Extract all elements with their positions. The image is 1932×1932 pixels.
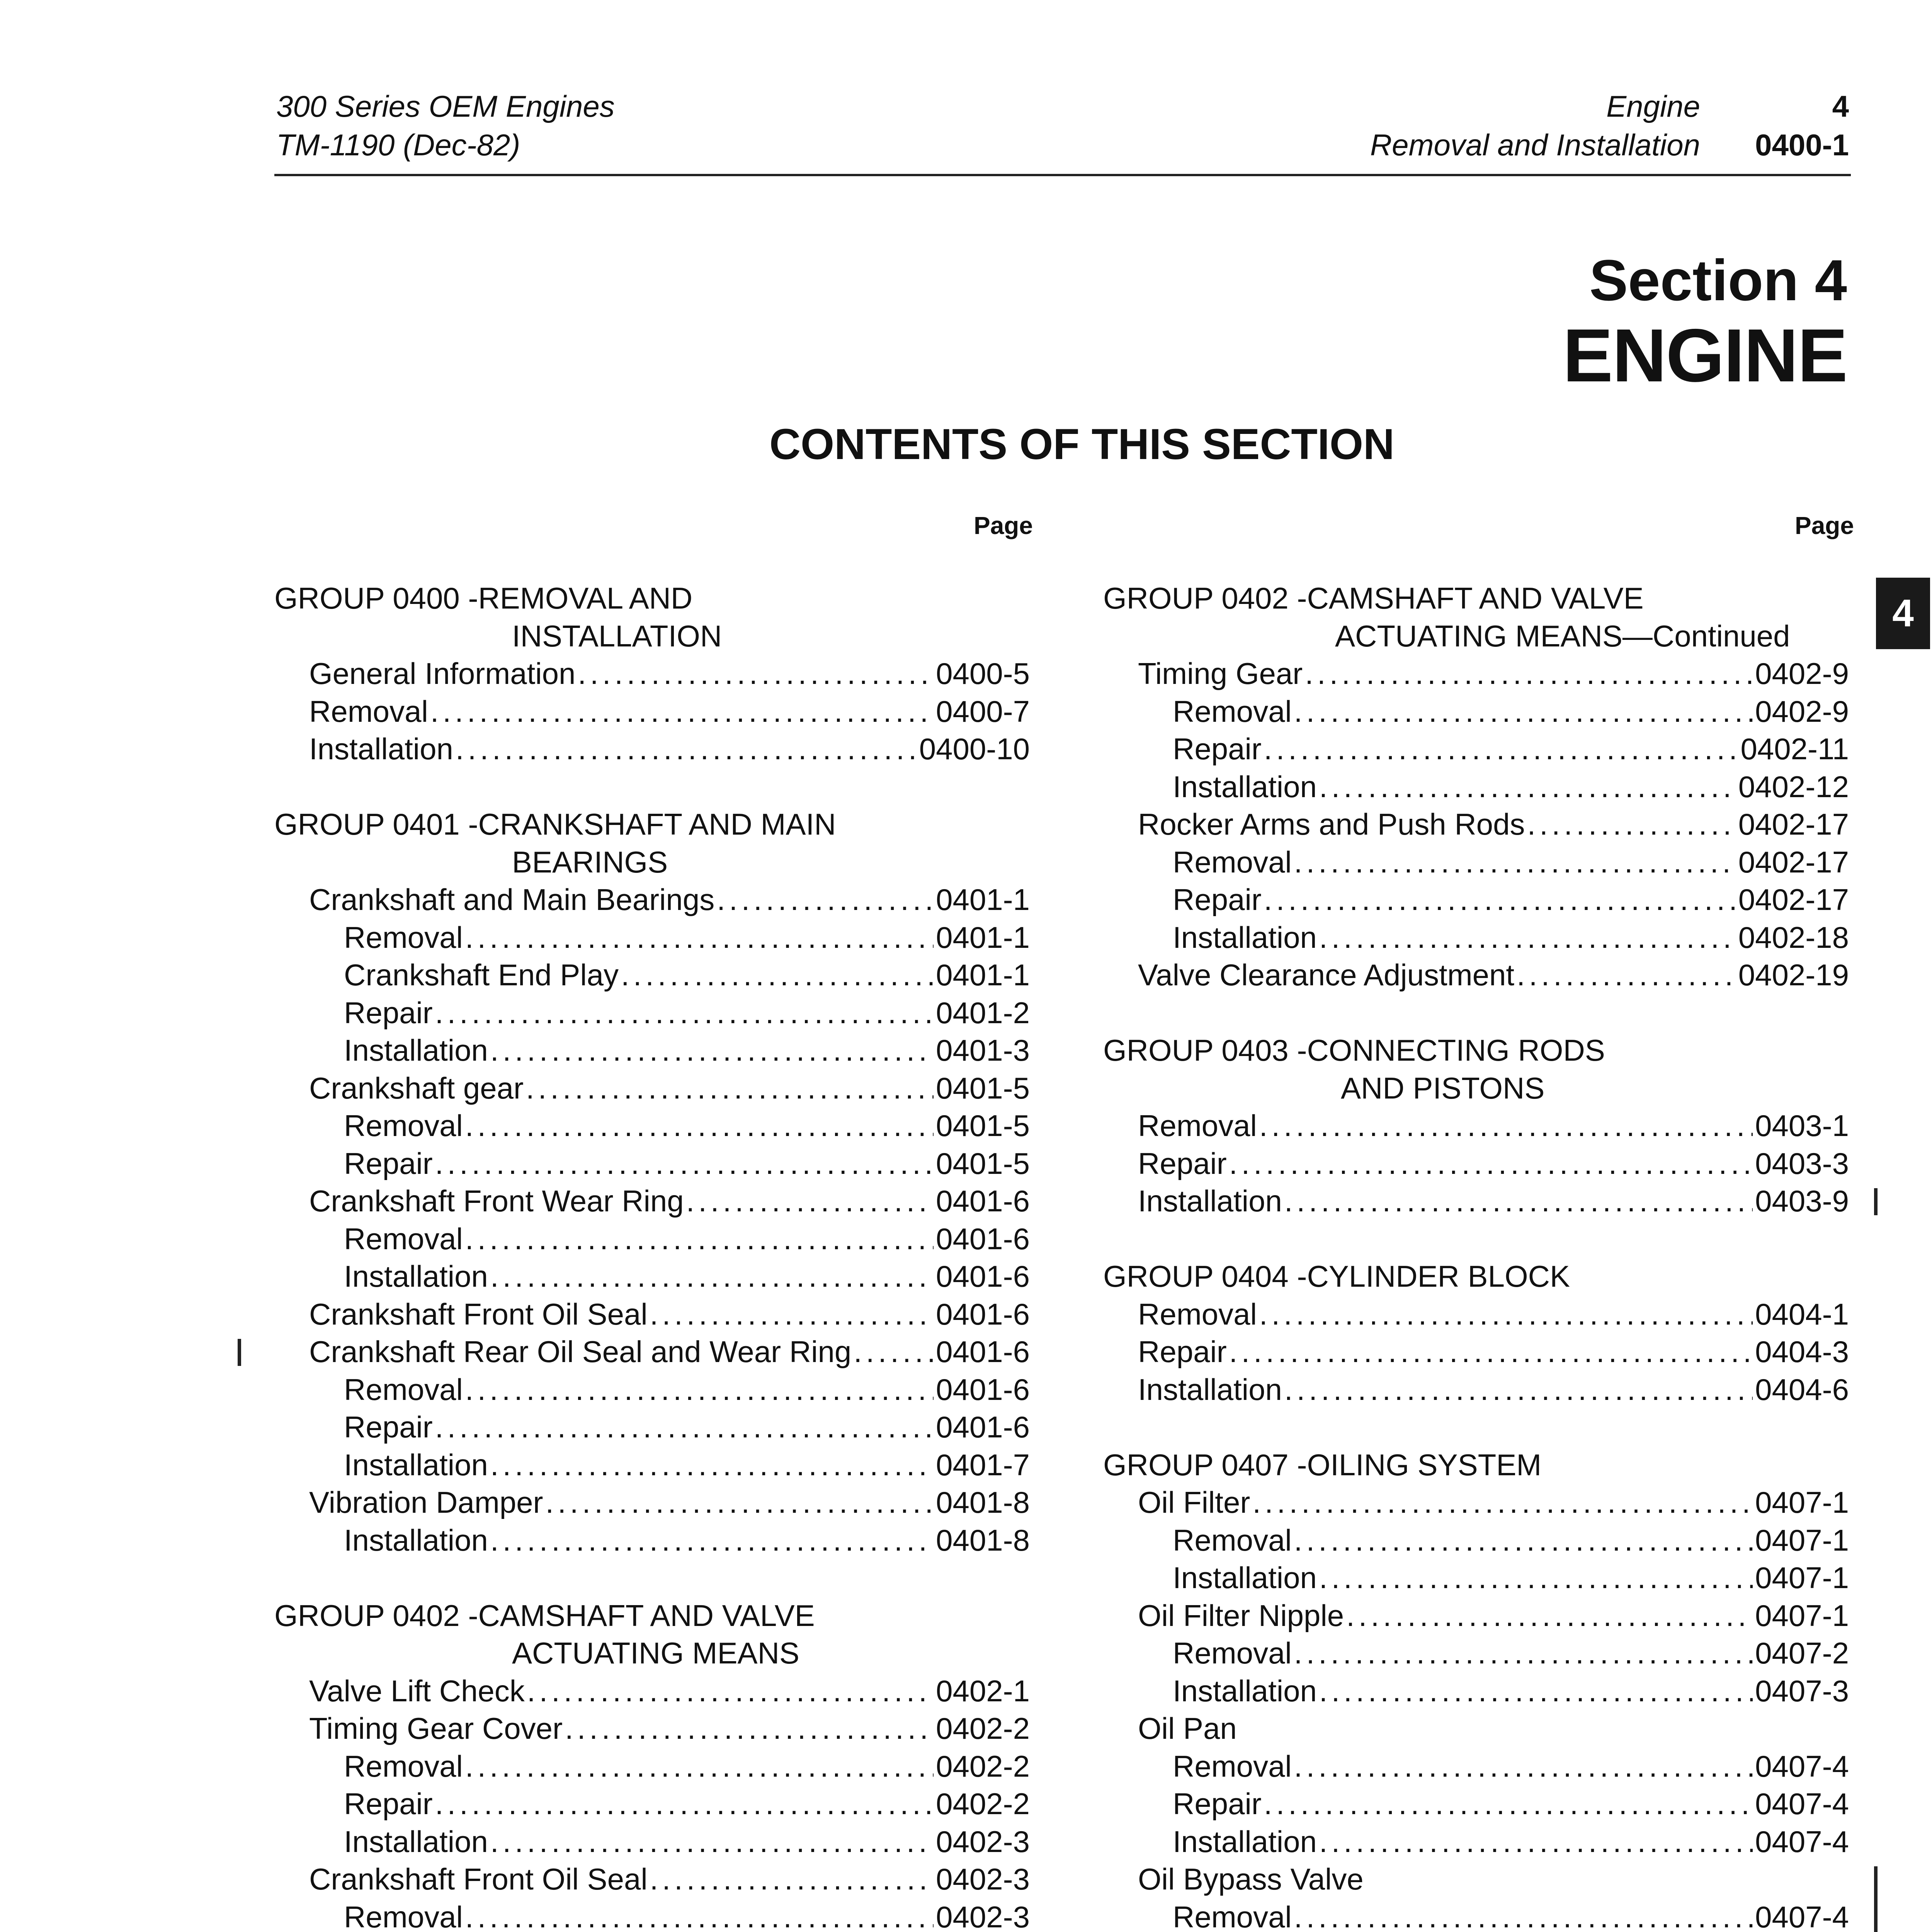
toc-entry-label: Removal [344,1109,463,1143]
toc-entry-label: Installation [1173,1824,1317,1859]
toc-entry[interactable] [274,1748,1030,1786]
toc-entry[interactable] [1103,881,1849,919]
toc-entry-page: 0400-5 [936,656,1030,690]
group-title: OILING SYSTEM [1307,1447,1542,1482]
dot-leader [650,1296,934,1333]
toc-entry-label: Oil Filter [1138,1485,1250,1519]
dot-leader [578,655,934,693]
toc-entry-page: 0401-6 [936,1297,1030,1331]
toc-entry-page: 0401-6 [936,1184,1030,1218]
toc-entry-page: 0400-10 [919,732,1030,766]
toc-entry-page: 0402-3 [936,1862,1030,1896]
toc-entry[interactable] [274,1522,1030,1560]
toc-entry-label: Installation [1173,1673,1317,1708]
toc-entry-page: 0401-1 [936,920,1030,954]
spacer [274,768,1030,806]
toc-entry-page: 0401-3 [936,1033,1030,1067]
toc-entry[interactable] [1103,1634,1849,1672]
toc-entry-label: Installation [1173,920,1317,954]
dot-leader [435,1145,934,1183]
dot-leader [465,1898,934,1932]
toc-entry-page: 0401-5 [936,1071,1030,1105]
toc-entry-label: Crankshaft gear [309,1071,524,1105]
toc-entry-page: 0407-1 [1755,1561,1849,1595]
toc-entry[interactable] [274,1408,1030,1446]
toc-entry-page: 0404-3 [1755,1335,1849,1369]
toc-entry-page: 0407-1 [1755,1485,1849,1519]
toc-entry[interactable] [274,1107,1030,1145]
toc-entry-page: 0402-9 [1755,656,1849,690]
toc-entry[interactable] [274,730,1030,768]
dot-leader [465,1748,934,1786]
group-title: CONNECTING RODS [1307,1033,1605,1067]
toc-entry[interactable] [274,1258,1030,1296]
toc-entry-page: 0402-2 [936,1749,1030,1783]
group-title: CAMSHAFT AND VALVE [1307,581,1644,615]
toc-entry[interactable] [1103,1597,1849,1635]
toc-entry[interactable] [1103,806,1849,844]
dot-leader [1294,1634,1753,1672]
group-heading [274,580,1030,617]
toc-entry[interactable] [274,994,1030,1032]
toc-right-column [1103,580,1849,1932]
toc-entry-label: Crankshaft and Main Bearings [309,883,715,917]
toc-entry-label: Repair [344,995,433,1030]
group-heading [1103,580,1849,617]
toc-entry-page: 0407-1 [1755,1598,1849,1633]
toc-entry-page: 0407-3 [1755,1673,1849,1708]
toc-entry[interactable] [1103,1785,1849,1823]
group-title: REMOVAL AND [478,581,693,615]
toc-entry-label: Removal [1173,1749,1292,1783]
toc-entry[interactable] [274,1333,1030,1371]
toc-entry-label: Installation [344,1523,488,1557]
spacer [1103,1408,1849,1446]
toc-entry[interactable] [274,1182,1030,1220]
dot-leader [465,1220,934,1258]
group-code: GROUP 0404 - [1103,1259,1307,1293]
section-label: Section 4 [1589,248,1847,313]
toc-entry-label: Repair [1138,1146,1227,1180]
toc-entry-page: 0404-6 [1755,1372,1849,1406]
dot-leader [1229,1145,1753,1183]
group-heading [1103,1032,1849,1070]
toc-entry-label: Installation [344,1447,488,1482]
group-code: GROUP 0402 - [274,1598,478,1633]
toc-entry-label: Timing Gear [1138,656,1303,690]
toc-entry[interactable] [1103,730,1849,768]
toc-entry[interactable] [274,1070,1030,1107]
dot-leader [1294,1898,1753,1932]
toc-entry-page: 0401-6 [936,1221,1030,1256]
group-heading [274,1597,1030,1635]
toc-entry-label: Oil Filter Nipple [1138,1598,1344,1633]
page-column-label-right: Page [1795,512,1854,539]
running-header-right [1755,87,1849,164]
dot-leader [1294,693,1753,731]
toc-entry-label: Valve Clearance Adjustment [1138,958,1515,992]
dot-leader [1259,1296,1753,1333]
toc-entry-page: 0402-1 [936,1673,1030,1708]
group-code: GROUP 0402 - [1103,581,1307,615]
toc-entry-label: Installation [1138,1372,1282,1406]
toc-entry-label: Removal [344,1372,463,1406]
manual-code-date: TM-1190 (Dec-82) [276,128,520,162]
dot-leader [1319,1672,1753,1710]
running-header-center [1370,87,1700,164]
group-code: GROUP 0400 - [274,581,478,615]
toc-entry-label: Installation [344,1033,488,1067]
dot-leader [490,1258,934,1296]
toc-entry-label: General Information [309,656,576,690]
dot-leader [465,1107,934,1145]
toc-entry-label: Removal [344,1221,463,1256]
toc-entry-label: Repair [344,1410,433,1444]
dot-leader [1346,1597,1753,1635]
dot-leader [1319,919,1736,957]
toc-left-column [274,580,1030,1932]
toc-entry-page: 0401-8 [936,1485,1030,1519]
contents-heading-text: CONTENTS OF THIS SECTION [769,420,1395,468]
toc-entry-label: Removal [1173,1523,1292,1557]
toc-entry[interactable] [274,1823,1030,1861]
toc-entry[interactable] [274,919,1030,957]
toc-entry-page: 0407-1 [1755,1523,1849,1557]
toc-entry[interactable] [1103,1107,1849,1145]
toc-entry[interactable] [274,1145,1030,1183]
toc-entry-page: 0407-2 [1755,1636,1849,1670]
toc-entry-label: Crankshaft Rear Oil Seal and Wear Ring [309,1335,852,1369]
running-header-left [276,87,615,164]
dot-leader [430,693,934,731]
toc-entry[interactable] [274,1861,1030,1898]
toc-entry-label: Valve Lift Check [309,1673,525,1708]
group-code: GROUP 0401 - [274,807,478,841]
toc-entry-label: Crankshaft Front Oil Seal [309,1862,648,1896]
toc-entry-page: 0404-1 [1755,1297,1849,1331]
toc-entry-label: Rocker Arms and Push Rods [1138,807,1525,841]
group-title: CAMSHAFT AND VALVE [478,1598,815,1633]
dot-leader [435,994,934,1032]
toc-entry[interactable] [1103,1672,1849,1710]
toc-entry-label: Removal [1138,1297,1257,1331]
toc-entry-page: 0401-7 [936,1447,1030,1482]
toc-entry[interactable] [274,1296,1030,1333]
toc-entry-page: 0402-2 [936,1711,1030,1745]
revision-change-bar [238,1339,241,1366]
dot-leader [686,1182,934,1220]
dot-leader [1284,1182,1753,1220]
toc-entry[interactable] [1103,1559,1849,1597]
dot-leader [1527,806,1736,844]
toc-entry-page: 0407-4 [1755,1787,1849,1821]
dot-leader [717,881,934,919]
toc-entry[interactable] [1103,1296,1849,1333]
toc-entry-page: 0407-4 [1755,1749,1849,1783]
toc-entry-page: 0402-3 [936,1900,1030,1932]
dot-leader [490,1032,934,1070]
toc-entry-label: Installation [1173,1561,1317,1595]
header-rule [274,174,1851,176]
toc-entry-page: 0401-8 [936,1523,1030,1557]
toc-entry[interactable] [274,1710,1030,1748]
dot-leader [1264,881,1736,919]
toc-entry-page: 0401-6 [936,1372,1030,1406]
dot-leader [1264,1785,1753,1823]
toc-entry[interactable] [274,1672,1030,1710]
toc-entry-page: 0403-1 [1755,1109,1849,1143]
toc-entry[interactable] [1103,1333,1849,1371]
toc-entry-label: Removal [1173,1900,1292,1932]
toc-entry-page: 0402-12 [1738,769,1849,804]
spacer [1103,994,1849,1032]
toc-entry-label: Crankshaft Front Wear Ring [309,1184,684,1218]
toc-entry[interactable] [1103,768,1849,806]
group-heading [1103,1258,1849,1296]
group-heading-continued: ACTUATING MEANS—Continued [1335,619,1790,653]
dot-leader [490,1446,934,1484]
dot-leader [1252,1484,1753,1522]
toc-entry-label: Repair [1173,883,1262,917]
group-code: GROUP 0407 - [1103,1447,1307,1482]
group-code: GROUP 0403 - [1103,1033,1307,1067]
toc-entry-page: 0401-6 [936,1259,1030,1293]
toc-entry-page: 0402-2 [936,1787,1030,1821]
toc-entry-label: Repair [344,1146,433,1180]
toc-entry-label: Repair [1173,1787,1262,1821]
toc-entry[interactable] [274,1785,1030,1823]
toc-entry-label: Removal [1173,845,1292,879]
dot-leader [1517,956,1736,994]
toc-entry[interactable] [1103,919,1849,957]
toc-entry-label: Installation [309,732,453,766]
toc-entry-label: Removal [1173,1636,1292,1670]
dot-leader [854,1333,934,1371]
dot-leader [565,1710,934,1748]
section-title: ENGINE [1563,313,1847,398]
toc-entry[interactable] [1103,844,1849,881]
toc-entry[interactable] [1103,1371,1849,1409]
toc-entry-page: 0401-6 [936,1335,1030,1369]
toc-entry-label: Vibration Damper [309,1485,543,1519]
toc-entry-page: 0402-11 [1740,732,1849,766]
dot-leader [1319,1559,1753,1597]
dot-leader [526,1070,934,1107]
toc-entry[interactable] [1103,693,1849,731]
dot-leader [1259,1107,1753,1145]
toc-entry-label: Installation [1173,769,1317,804]
toc-entry[interactable] [274,881,1030,919]
section-tab-marker: 4 [1876,578,1930,649]
dot-leader [1319,1823,1753,1861]
toc-entry-label: Removal [344,1749,463,1783]
toc-entry-page: 0402-9 [1755,694,1849,728]
toc-entry-label: Repair [1173,732,1262,766]
dot-leader [1294,844,1736,881]
dot-leader [1284,1371,1753,1409]
toc-entry[interactable] [1103,1898,1849,1932]
toc-entry-page: 0401-1 [936,883,1030,917]
revision-change-bar [1874,1188,1878,1215]
dot-leader [490,1823,934,1861]
group-heading [1103,1446,1849,1484]
toc-entry-page: 0403-9 [1755,1184,1849,1218]
group-heading-continued: BEARINGS [512,845,668,879]
page-column-label-left: Page [974,512,1033,539]
toc-entry[interactable] [274,1032,1030,1070]
manual-series: 300 Series OEM Engines [276,89,615,123]
toc-entry-label: Timing Gear Cover [309,1711,563,1745]
group-heading [274,806,1030,844]
toc-entry[interactable] [1103,1522,1849,1560]
toc-entry-page: 0401-6 [936,1410,1030,1444]
group-title: CRANKSHAFT AND MAIN [478,807,836,841]
dot-leader [650,1861,934,1898]
dot-leader [1305,655,1753,693]
toc-entry-label: Installation [344,1824,488,1859]
toc-entry-page: 0402-17 [1738,807,1849,841]
toc-entry-page: 0402-18 [1738,920,1849,954]
toc-entry-page: 0402-19 [1738,958,1849,992]
toc-entry[interactable] [1103,1823,1849,1861]
dot-leader [1264,730,1738,768]
toc-entry[interactable] [1103,1748,1849,1786]
toc-entry-label: Removal [309,694,428,728]
toc-entry-label: Installation [1138,1184,1282,1218]
dot-leader [465,1371,934,1409]
toc-entry-page: 0402-3 [936,1824,1030,1859]
toc-entry[interactable] [274,1446,1030,1484]
toc-entry[interactable] [274,655,1030,693]
toc-entry-page: 0407-4 [1755,1900,1849,1932]
toc-entry[interactable] [1103,1145,1849,1183]
toc-entry[interactable] [274,1220,1030,1258]
toc-entry-label: Removal [1138,1109,1257,1143]
toc-entry[interactable] [274,1371,1030,1409]
toc-entry-label: Repair [1138,1335,1227,1369]
toc-entry-page: 0401-1 [936,958,1030,992]
group-heading-continued: AND PISTONS [1341,1071,1545,1105]
header-section-number: 4 [1832,89,1849,123]
dot-leader [435,1785,934,1823]
toc-entry-page: 0403-3 [1755,1146,1849,1180]
toc-entry-page: 0400-7 [936,694,1030,728]
dot-leader [546,1484,934,1522]
toc-entry-page: 0401-2 [936,995,1030,1030]
dot-leader [1229,1333,1753,1371]
toc-entry-page: 0402-17 [1738,845,1849,879]
dot-leader [621,956,934,994]
dot-leader [456,730,917,768]
toc-entry-page: 0401-5 [936,1146,1030,1180]
dot-leader [435,1408,934,1446]
contents-heading [0,419,1932,469]
dot-leader [1319,768,1736,806]
toc-entry-label: Installation [344,1259,488,1293]
group-title: CYLINDER BLOCK [1307,1259,1570,1293]
toc-entry-label: Removal [344,920,463,954]
toc-entry-page: 0407-4 [1755,1824,1849,1859]
toc-entry-label: Removal [344,1900,463,1932]
header-group-name: Removal and Installation [1370,128,1700,162]
dot-leader [527,1672,934,1710]
toc-entry[interactable] [1103,655,1849,693]
dot-leader [1294,1522,1753,1560]
dot-leader [490,1522,934,1560]
toc-entry[interactable] [274,956,1030,994]
spacer [274,1559,1030,1597]
header-page-number: 0400-1 [1755,128,1849,162]
dot-leader [1294,1748,1753,1786]
toc-entry[interactable] [274,693,1030,731]
toc-subheading: Oil Pan [1138,1711,1237,1745]
toc-entry-page: 0402-17 [1738,883,1849,917]
toc-entry-label: Crankshaft End Play [344,958,619,992]
group-heading-continued: INSTALLATION [512,619,722,653]
toc-entry[interactable] [1103,956,1849,994]
toc-entry-page: 0401-5 [936,1109,1030,1143]
toc-entry-label: Crankshaft Front Oil Seal [309,1297,648,1331]
toc-entry-label: Removal [1173,694,1292,728]
dot-leader [465,919,934,957]
toc-entry[interactable] [274,1484,1030,1522]
toc-entry[interactable] [274,1898,1030,1932]
toc-entry[interactable] [1103,1484,1849,1522]
spacer [1103,1220,1849,1258]
group-heading-continued: ACTUATING MEANS [512,1636,799,1670]
toc-entry-label: Repair [344,1787,433,1821]
toc-entry[interactable] [1103,1182,1849,1220]
header-section-name: Engine [1606,89,1700,123]
revision-change-bar [1874,1866,1878,1932]
toc-subheading: Oil Bypass Valve [1138,1862,1364,1896]
